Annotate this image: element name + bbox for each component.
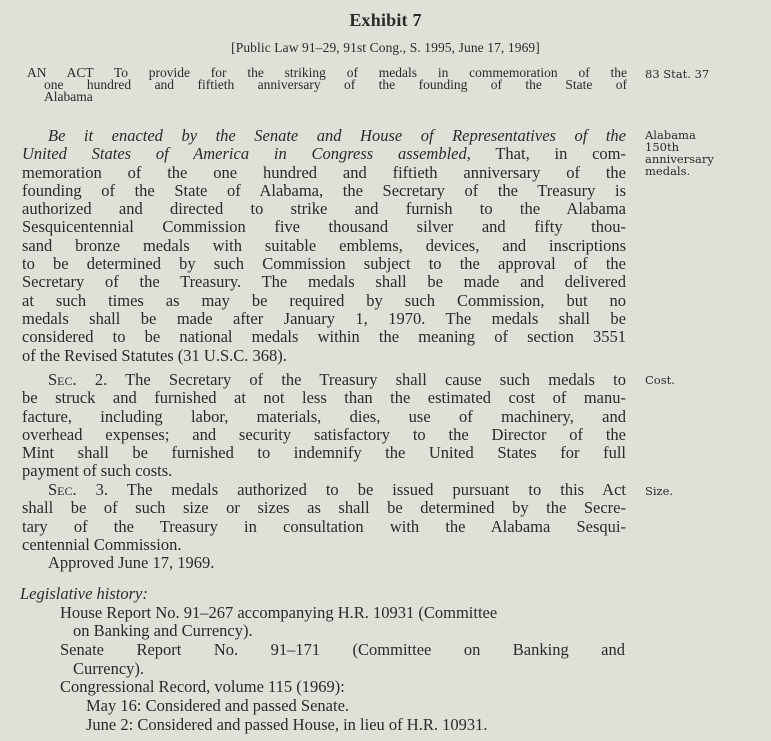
body-text: The Secretary of the Treasury shall cause such medals to xyxy=(125,371,626,389)
act-title-line: Alabama xyxy=(44,89,93,104)
enacting-clause-italic: Be it enacted by the Senate and House of Representatives of the xyxy=(48,127,626,145)
exhibit-title: Exhibit 7 xyxy=(349,10,422,30)
section-3 xyxy=(22,481,626,572)
house-report-line: House Report No. 91–267 accompanying H.R. 10931 (Committee xyxy=(60,602,498,622)
body-line: to be determined by such Commission subject to the approval of the xyxy=(22,255,626,274)
record-entry: May 16: Considered and passed Senate. xyxy=(86,696,350,716)
body-line: sand bronze medals with suitable emblems, devices, and inscriptions xyxy=(22,236,626,255)
section-label: Sec. 3. xyxy=(48,481,109,499)
body-line: memoration of the one hundred and fiftieth anniversary of the xyxy=(22,163,626,182)
act-title-line: AN ACT To provide for the striking of medals in commemoration of the xyxy=(27,65,627,80)
body-line: authorized and directed to strike and furnish to the Alabama xyxy=(22,200,626,219)
enacting-clause-line xyxy=(22,127,626,145)
body-line: founding of the State of Alabama, the Secretary of the Treasury is xyxy=(22,181,626,200)
act-title xyxy=(27,67,627,103)
body-line: considered to be national medals within the meaning of section 3551 xyxy=(22,328,626,347)
act-title-line: one hundred and fiftieth anniversary of the founding of the State of xyxy=(44,77,627,92)
margin-note-stat: 83 Stat. 37 xyxy=(645,67,710,81)
body-line: payment of such costs. xyxy=(22,462,173,481)
margin-note-cost: Cost. xyxy=(645,373,675,387)
margin-note-line: anniversary xyxy=(645,152,714,166)
body-line: Sesquicentennial Commission five thousand silver and fifty thou- xyxy=(22,218,626,237)
senate-report-line: Currency). xyxy=(73,658,145,678)
enacting-clause-line xyxy=(22,145,626,163)
margin-note-size: Size. xyxy=(645,484,674,498)
margin-note-line: Alabama xyxy=(645,128,696,142)
body-line: shall be of such size or sizes as shall be determined by the Secre- xyxy=(22,499,626,518)
margin-note-alabama xyxy=(645,129,714,177)
public-law-citation: [Public Law 91–29, 91st Cong., S. 1995, June 17, 1969] xyxy=(231,40,540,55)
section-3-first-line xyxy=(22,481,626,499)
body-line: medals shall be made after January 1, 1970. The medals shall be xyxy=(22,309,626,328)
body-line: centennial Commission. xyxy=(22,535,182,554)
body-line: overhead expenses; and security satisfactory to the Director of the xyxy=(22,425,626,444)
section-label: Sec. 2. xyxy=(48,371,108,389)
body-line: of the Revised Statutes (31 U.S.C. 368). xyxy=(22,346,287,365)
congressional-record-line: Congressional Record, volume 115 (1969): xyxy=(60,677,345,697)
enacting-clause-italic: United States of America in Congress assembled xyxy=(22,145,467,164)
section-2-first-line xyxy=(22,371,626,389)
body-line: at such times as may be required by such Commission, but no xyxy=(22,291,626,310)
body-text: The medals authorized to be issued pursuant to this Act xyxy=(126,481,626,499)
body-text: , That, in com- xyxy=(466,145,626,164)
body-line: Mint shall be furnished to indemnify the United States for full xyxy=(22,444,626,463)
section-2 xyxy=(22,371,626,481)
body-line: facture, including labor, materials, dies, use of machinery, and xyxy=(22,407,626,426)
body-line: Secretary of the Treasury. The medals shall be made and delivered xyxy=(22,273,626,292)
legislative-history-label: Legislative history: xyxy=(20,584,148,603)
body-line: tary of the Treasury in consultation with the Alabama Sesqui- xyxy=(22,517,626,536)
legislative-history xyxy=(20,585,640,735)
senate-report-line: Senate Report No. 91–171 (Committee on Banking and xyxy=(60,640,625,660)
approved-date: Approved June 17, 1969. xyxy=(48,554,215,573)
house-report-line: on Banking and Currency). xyxy=(73,621,253,641)
margin-note-line: 150th xyxy=(645,140,679,154)
body-line: be struck and furnished at not less than the estimated cost of manu- xyxy=(22,389,626,408)
margin-note-line: medals. xyxy=(645,164,691,178)
section-1 xyxy=(22,127,626,365)
record-entry: June 2: Considered and passed House, in lieu of H.R. 10931. xyxy=(86,714,488,734)
